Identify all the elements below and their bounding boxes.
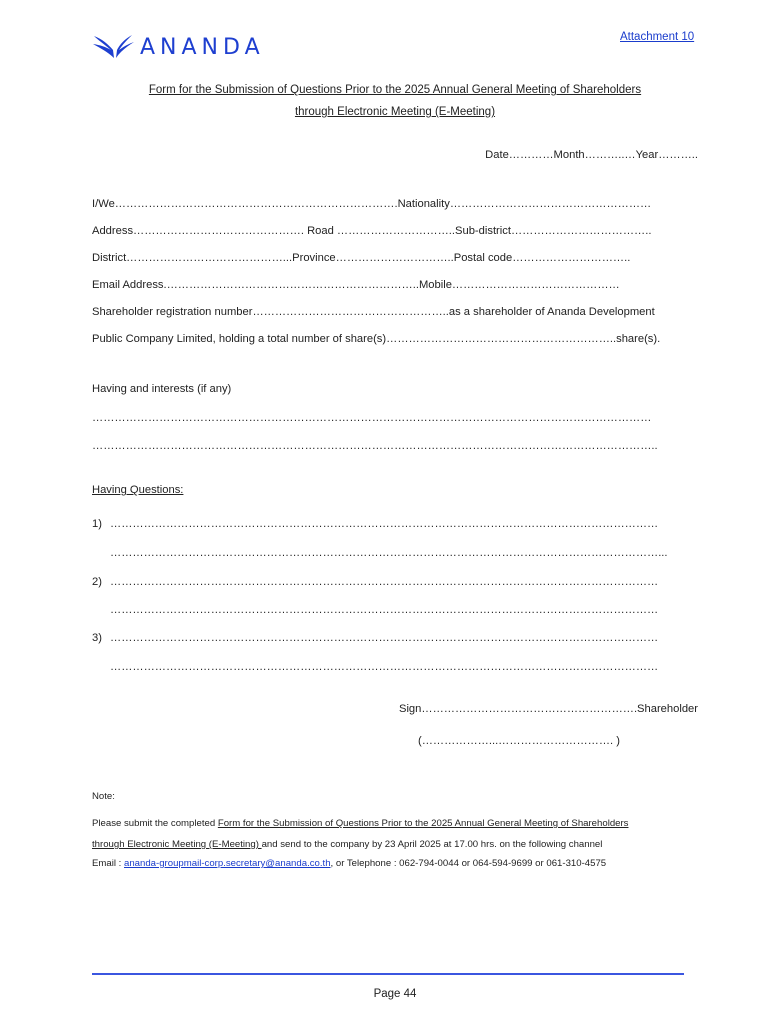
question-number: 1) bbox=[92, 518, 102, 530]
note-line-2 bbox=[92, 839, 602, 850]
interests-line-1: …………………………………………………………………………………………………………………………………… bbox=[92, 412, 652, 424]
note-text: and send to the company by 23 April 2025 at 17.00 hrs. on the following channel bbox=[261, 839, 603, 850]
question-line: ………………………………………………………………………………………………………………………………… bbox=[110, 604, 659, 616]
email-mobile-line: Email Address.…………………………………………………………..Mobile……………………………………… bbox=[92, 279, 620, 291]
form-title-line-1: Form for the Submission of Questions Prior to the 2025 Annual General Meeting of Shareholders bbox=[148, 84, 642, 96]
question-line: ………………………………………………………………………………………………………………………………… bbox=[110, 576, 659, 588]
telephone-text: , or Telephone : 062-794-0044 or 064-594-9699 or 061-310-4575 bbox=[330, 858, 607, 869]
attachment-label: Attachment 10 bbox=[620, 31, 695, 43]
district-line: District……………………………………...Province…………………………..Postal code………………………….. bbox=[92, 252, 631, 264]
question-number: 3) bbox=[92, 632, 102, 644]
address-line: Address………………………………………. Road …………………………..Sub-district……………………………….. bbox=[92, 225, 652, 237]
note-line-3 bbox=[92, 858, 606, 869]
note-text: Please submit the completed bbox=[92, 818, 218, 829]
ananda-logo bbox=[92, 34, 265, 60]
form-title-line-2: through Electronic Meeting (E-Meeting) bbox=[294, 106, 496, 118]
signature-line: Sign………………………………………………….Shareholder bbox=[398, 703, 698, 715]
email-prefix: Email : bbox=[92, 858, 124, 869]
shares-line: Public Company Limited, holding a total number of share(s)……………………………………………………..share(s). bbox=[92, 333, 661, 345]
wings-icon bbox=[92, 34, 136, 60]
email-link[interactable]: ananda-groupmail-corp.secretary@ananda.co.th bbox=[124, 858, 331, 869]
registration-line: Shareholder registration number……………………………………………..as a shareholder of Ananda Development bbox=[92, 306, 655, 318]
note-form-title: Form for the Submission of Questions Prior to the 2025 Annual General Meeting of Shareholders bbox=[217, 818, 629, 829]
page-number: Page 44 bbox=[373, 988, 417, 1000]
logo-wordmark: ANANDA bbox=[140, 34, 265, 60]
question-line: ………………………………………………………………………………………………………………………………… bbox=[110, 632, 659, 644]
interests-line-2: …………………………………………………………………………………………………………………………………….. bbox=[92, 440, 658, 452]
footer-divider bbox=[92, 973, 684, 975]
question-line: ………………………………………………………………………………………………………………………………… bbox=[110, 661, 659, 673]
note-label: Note: bbox=[92, 791, 115, 802]
note-line-1 bbox=[92, 818, 628, 829]
date-line: Date…………Month………..…Year……….. bbox=[485, 149, 698, 161]
question-number: 2) bbox=[92, 576, 102, 588]
interests-label: Having and interests (if any) bbox=[92, 383, 232, 395]
name-nationality-line: I/We………………………………………………………………….Nationality……………………………………………… bbox=[92, 198, 652, 210]
note-form-title-cont: through Electronic Meeting (E-Meeting) bbox=[92, 839, 262, 850]
question-line: …………………………………………………………………………………………………………………………………... bbox=[110, 547, 668, 559]
questions-label: Having Questions: bbox=[92, 484, 184, 496]
signature-name-line: (………………...…………………………. ) bbox=[418, 735, 620, 747]
question-line: ………………………………………………………………………………………………………………………………… bbox=[110, 518, 659, 530]
